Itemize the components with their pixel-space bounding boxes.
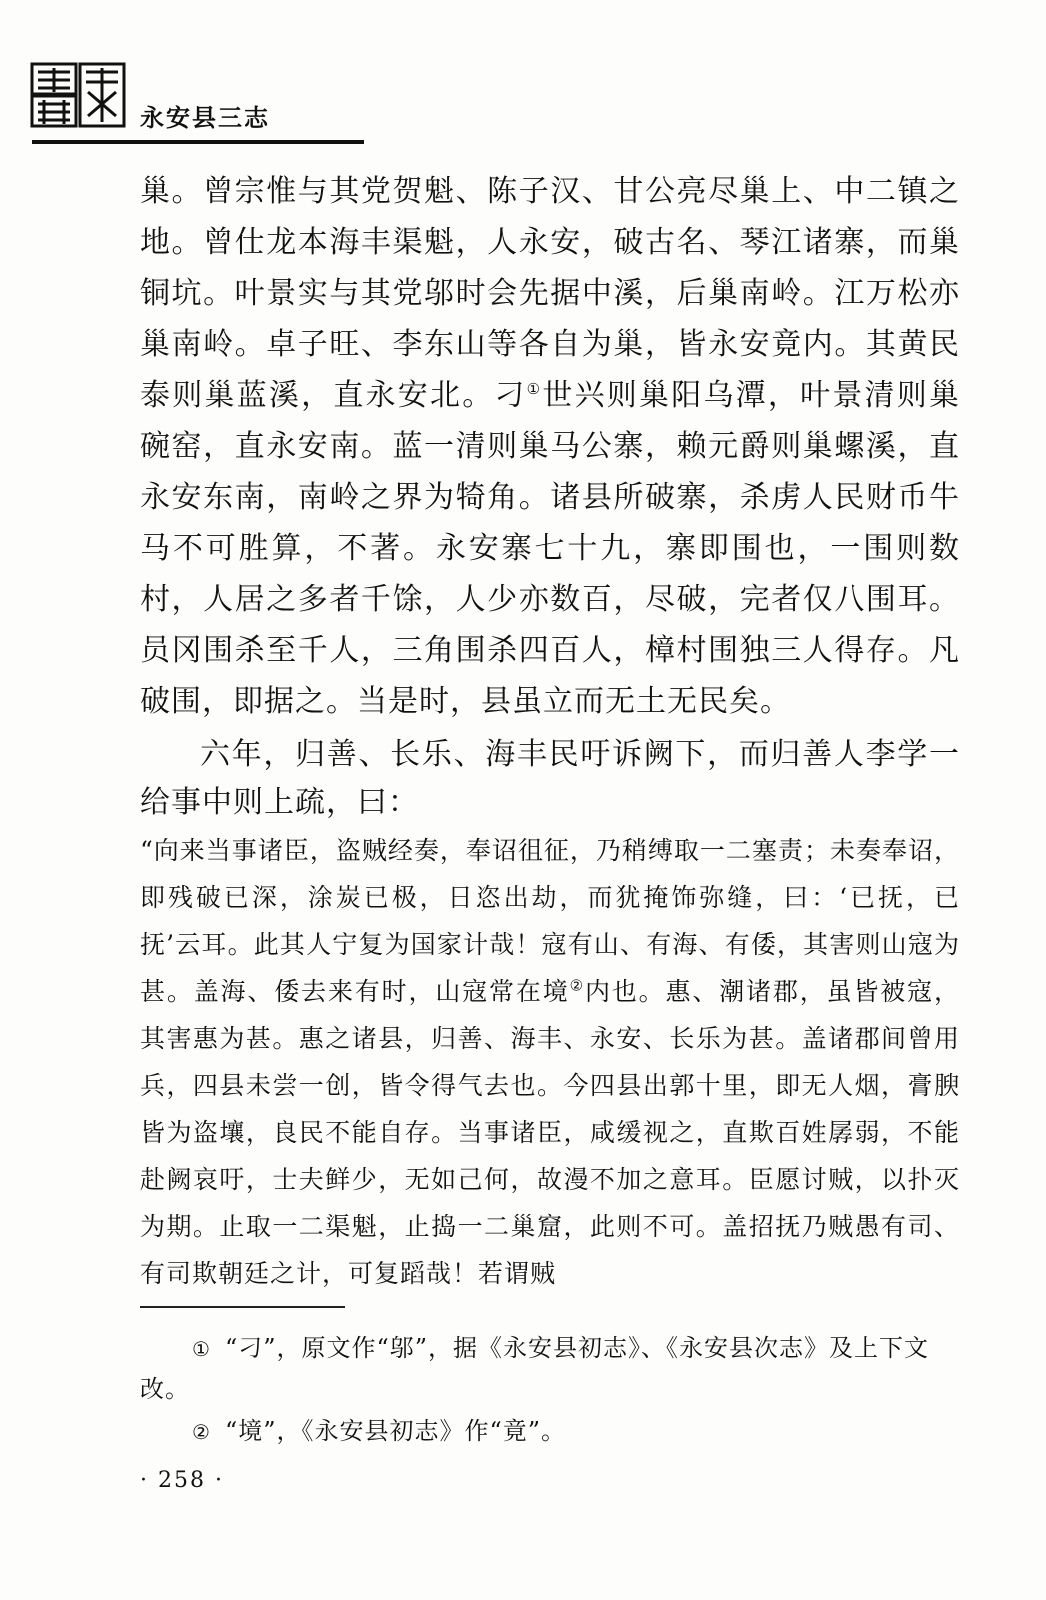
- footnote-2: [140, 1411, 960, 1452]
- footnote-ref-2: ②: [569, 976, 585, 995]
- paragraph-1-part-1: 巢。曾宗惟与其党贺魁、陈子汉、甘公亮尽巢上、中二镇之地。曾仕龙本海丰渠魁，人永安，破古名、琴江诸寨，而巢铜坑。叶景实与其党邬时会先据中溪，后巢南岭。江万松亦巢南岭。卓子旺、李东山等各自为巢，皆永安竟内。其黄民泰则巢蓝溪，直永安北。刁: [140, 174, 960, 413]
- footnote-text-1: “刁”，原文作“邬”，据《永安县初志》、《永安县次志》及上下文改。: [140, 1334, 930, 1403]
- seal-logo-icon: [30, 62, 126, 128]
- footnote-1: [140, 1328, 960, 1409]
- body-text: [140, 166, 960, 1297]
- footnotes: [140, 1328, 960, 1454]
- running-title: 永安县三志: [140, 104, 270, 132]
- paragraph-1-part-2: 世兴则巢阳乌潭，叶景清则巢碗窑，直永安南。蓝一清则巢马公寨，赖元爵则巢螺溪，直永安东南，南岭之界为犄角。诸县所破寨，杀虏人民财币牛马不可胜算，不著。永安寨七十九，寨即围也，一围则数村，人居之多者千馀，人少亦数百，尽破，完者仅八围耳。员冈围杀至千人，三角围杀四百人，樟村围独三人得存。凡破围，即据之。当是时，县虽立而无土无民矣。: [140, 378, 961, 719]
- quote-part-1: “向来当事诸臣，盗贼经奏，奉诏徂征，乃稍缚取一二塞责；未奏奉诏，即残破已深，涂炭已极，日恣出劫，而犹掩饰弥缝，曰：‘已抚，已抚’云耳。此其人宁复为国家计哉！寇有山、有海、有倭，其害则山寇为甚。盖海、倭去来有时，山寇常在境: [140, 836, 960, 1006]
- quote-part-2: 内也。惠、潮诸郡，虽皆被寇，其害惠为甚。惠之诸县，归善、海丰、永安、长乐为甚。盖诸郡间曾用兵，四县未尝一创，皆令得气去也。今四县出郭十里，即无人烟，膏腴皆为盗壤，良民不能自存。当事诸臣，咸缓视之，直欺百姓孱弱，不能赴阙哀吁，士夫鲜少，无如己何，故漫不加之意耳。臣愿讨贼，以扑灭为期。止取一二渠魁，止捣一二巢窟，此则不可。盖招抚乃贼愚有司、有司欺朝廷之计，可复蹈哉！若谓贼: [140, 977, 960, 1288]
- footnote-ref-1: ①: [526, 380, 543, 398]
- paragraph-2-quote: [140, 827, 960, 1297]
- footnote-rule: [140, 1306, 345, 1308]
- paragraph-2: [140, 731, 960, 1297]
- footnote-marker-2: ②: [192, 1420, 211, 1444]
- header-rule: [32, 140, 364, 144]
- paragraph-1: [140, 166, 960, 727]
- footnote-text-2: “境”，《永安县初志》作“竟”。: [224, 1417, 567, 1445]
- paragraph-2-lead: 六年，归善、长乐、海丰民吁诉阙下，而归善人李学一给事中则上疏，曰：: [140, 737, 960, 820]
- page-number: · 258 ·: [140, 1468, 224, 1493]
- footnote-marker-1: ①: [192, 1337, 211, 1361]
